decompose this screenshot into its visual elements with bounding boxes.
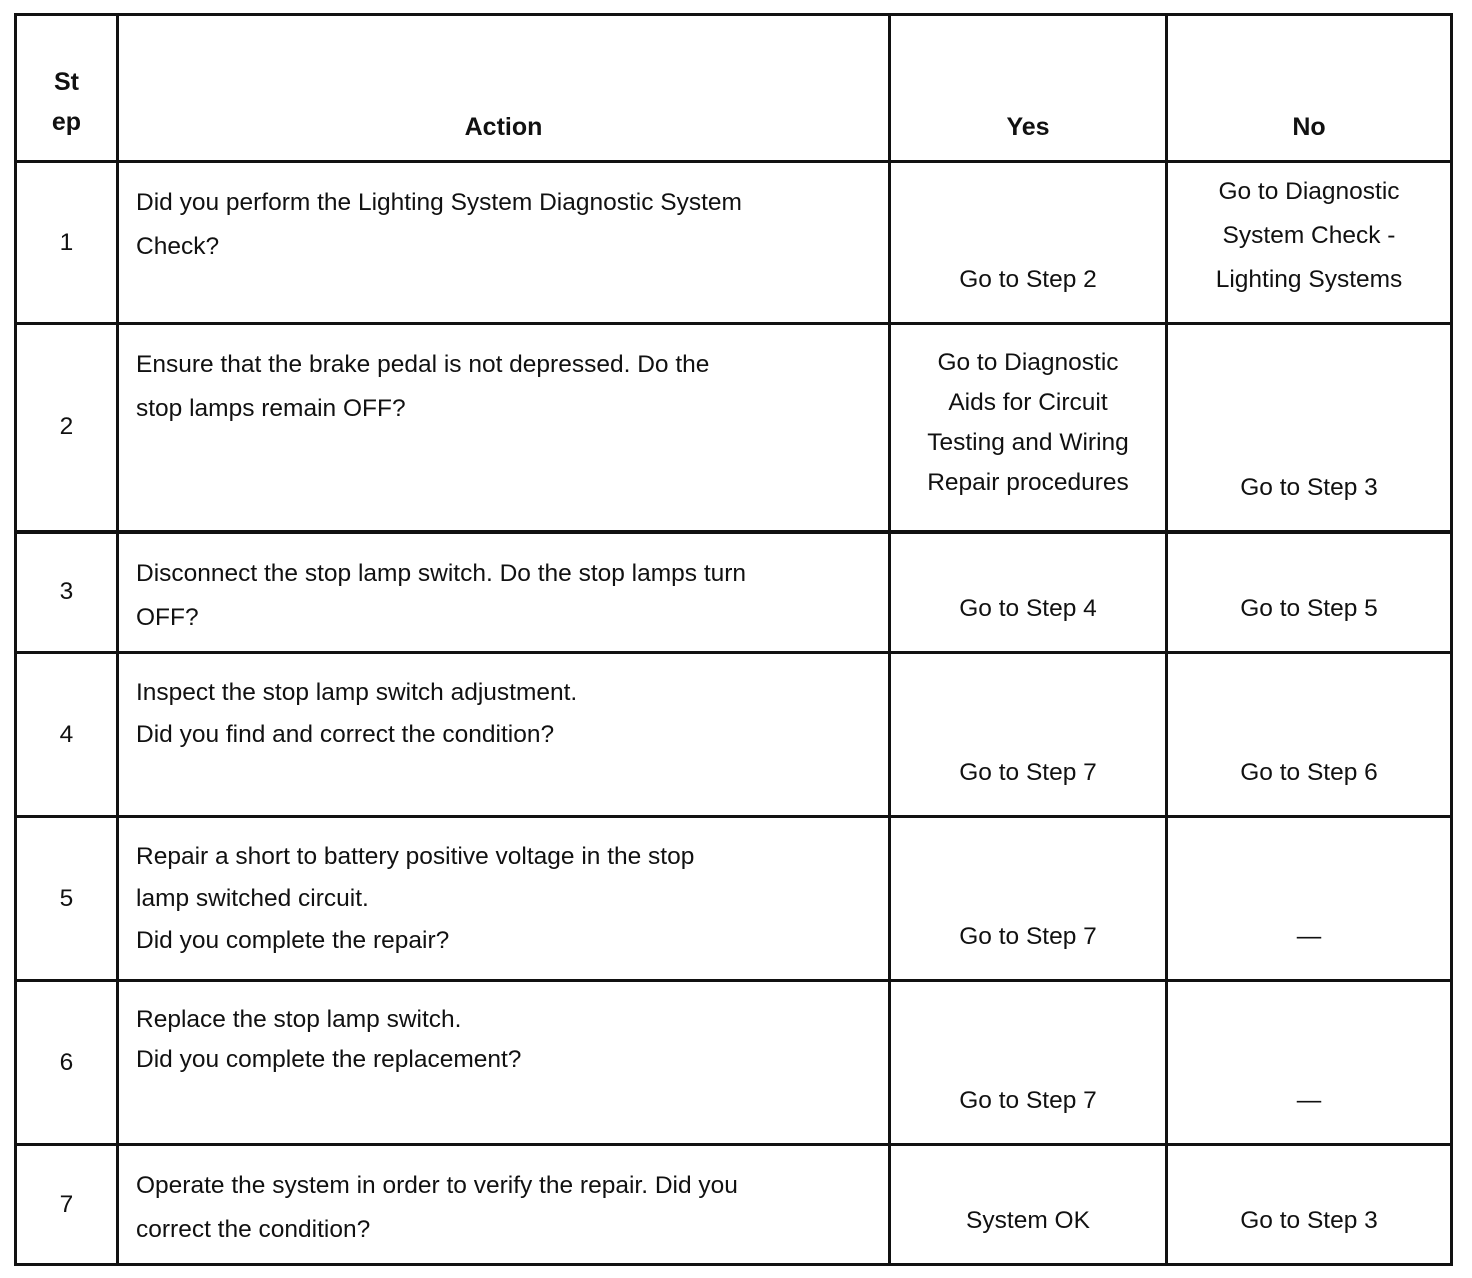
table-row	[16, 1145, 1452, 1265]
step-number: 6	[16, 981, 118, 1145]
action-text: Replace the stop lamp switch. Did you complete the replacement?	[118, 981, 890, 1145]
action-text: Did you perform the Lighting System Diagnostic System Check?	[118, 162, 890, 324]
yes-result: Go to Step 2	[890, 162, 1167, 324]
no-result: Go to Step 5	[1167, 532, 1452, 653]
action-text: Repair a short to battery positive voltage in the stop lamp switched circuit. Did you complete the repair?	[118, 817, 890, 981]
header-action: Action	[118, 15, 890, 162]
no-result: Go to Step 3	[1167, 1145, 1452, 1265]
action-text: Operate the system in order to verify the repair. Did you correct the condition?	[118, 1145, 890, 1265]
step-number: 4	[16, 653, 118, 817]
action-text: Inspect the stop lamp switch adjustment. Did you find and correct the condition?	[118, 653, 890, 817]
yes-result: Go to Step 7	[890, 981, 1167, 1145]
action-text: Disconnect the stop lamp switch. Do the stop lamps turn OFF?	[118, 532, 890, 653]
header-yes: Yes	[890, 15, 1167, 162]
header-no: No	[1167, 15, 1452, 162]
table-row	[16, 162, 1452, 324]
table-row	[16, 981, 1452, 1145]
step-number: 7	[16, 1145, 118, 1265]
yes-result: System OK	[890, 1145, 1167, 1265]
header-step: St ep	[16, 15, 118, 162]
action-text: Ensure that the brake pedal is not depressed. Do the stop lamps remain OFF?	[118, 324, 890, 532]
table-row	[16, 817, 1452, 981]
yes-result: Go to Step 7	[890, 653, 1167, 817]
step-number: 2	[16, 324, 118, 532]
no-result: —	[1167, 817, 1452, 981]
no-result: Go to Step 3	[1167, 324, 1452, 532]
step-number: 3	[16, 532, 118, 653]
no-result: —	[1167, 981, 1452, 1145]
step-number: 1	[16, 162, 118, 324]
table-row	[16, 653, 1452, 817]
yes-result: Go to Diagnostic Aids for Circuit Testing and Wiring Repair procedures	[890, 324, 1167, 532]
table-row	[16, 532, 1452, 653]
header-row	[16, 15, 1452, 162]
step-number: 5	[16, 817, 118, 981]
yes-result: Go to Step 7	[890, 817, 1167, 981]
table-row	[16, 324, 1452, 532]
diagnostic-table	[14, 13, 1453, 1266]
yes-result: Go to Step 4	[890, 532, 1167, 653]
no-result: Go to Diagnostic System Check - Lighting Systems	[1167, 162, 1452, 324]
no-result: Go to Step 6	[1167, 653, 1452, 817]
